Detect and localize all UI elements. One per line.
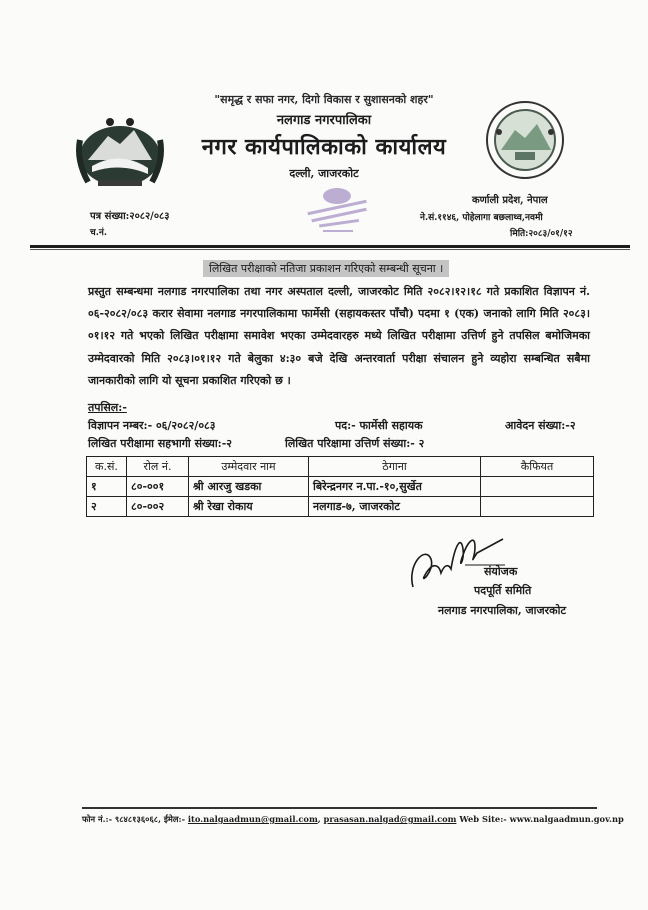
cell-remarks: [481, 497, 594, 517]
municipality-name: नलगाड नगरपालिका: [276, 113, 372, 128]
email-link-admin[interactable]: prasasan.nalgad@gmail.com: [323, 814, 457, 824]
advertisement-number: विज्ञापन नम्बर:- ०६/२०८२/०८३: [88, 419, 216, 432]
table-row: [87, 497, 594, 517]
notice-body: प्रस्तुत सम्बन्धमा नलगाड नगरपालिका तथा नगर अस्पताल दल्ली, जाजरकोट मिति २०८२।१२।१८ गते प्रकाशित विज्ञापन नं. ०६-२०८२/०८३ करार सेवामा नलगाड नगरपालिकामा फार्मेसी (सहायकस्तर पाँचौ) पदमा १ (एक) जनाको लागि मिति २०८३।०१।१२ गते भएको लिखित परीक्षामा समावेश भएका उम्मेदवारहरु मध्ये लिखित परीक्षामा उत्तिर्ण हुने तपसिल बमोजिमका उम्मेदवारको मिति २०८३।०१।१२ गते बेलुका ४:३० बजे देखि अन्तरवार्ता परीक्षा संचालन हुने व्यहोरा सम्बन्धित सबैमा जानकारीको लागि यो सूचना प्रकाशित गरिएको छ ।: [88, 285, 590, 387]
cell-roll: ८०-००१: [127, 477, 189, 497]
signatory-role: संयोजक: [484, 565, 518, 578]
cell-address: बिरेन्द्रनगर न.पा.-१०,सुर्खेत: [309, 477, 481, 497]
results-table: [86, 456, 594, 517]
participant-count: लिखित परीक्षामा सहभागी संख्या:-२: [88, 437, 233, 450]
header-divider: [30, 245, 630, 248]
cell-name: श्री आरजु खडका: [189, 477, 309, 497]
cell-name: श्री रेखा रोकाय: [189, 497, 309, 517]
office-title: नगर कार्यपालिकाको कार्यालय: [201, 134, 447, 160]
col-remarks: कैफियत: [481, 457, 594, 477]
header-divider-thin: [30, 249, 630, 250]
footer-website: Web Site:- www.nalgaadmun.gov.np: [456, 814, 624, 824]
cell-sn: २: [87, 497, 127, 517]
notice-subject: लिखित परीक्षाको नतिजा प्रकाशन गरिएको सम्बन्धी सूचना ।: [203, 260, 449, 277]
cell-roll: ८०-००२: [127, 497, 189, 517]
footer-separator: ,: [317, 814, 324, 824]
col-roll: रोल नं.: [127, 457, 189, 477]
signatory-organization: नलगाड नगरपालिका, जाजरकोट: [438, 604, 566, 617]
details-heading: तपसिल:-: [88, 401, 127, 414]
col-name: उम्मेदवार नाम: [189, 457, 309, 477]
slogan: "समृद्ध र सफा नगर, दिगो विकास र सुशासनको शहर": [214, 93, 434, 106]
cell-remarks: [481, 477, 594, 497]
footer-divider: [82, 807, 597, 809]
letter-number: पत्र संख्या:२०८२/०८३: [90, 211, 170, 222]
province: कर्णाली प्रदेश, नेपाल: [472, 195, 548, 206]
cell-sn: १: [87, 477, 127, 497]
footer-phone: फोन नं.:- ९८४८१३६०६८, ईमेल:-: [82, 814, 188, 824]
office-location: दल्ली, जाजरकोट: [289, 167, 359, 180]
application-count: आवेदन संख्या:-२: [505, 419, 576, 432]
table-header-row: [87, 457, 594, 477]
passed-count: लिखित परिक्षामा उत्तिर्ण संख्या:- २: [285, 437, 425, 450]
signatory-committee: पदपूर्ति समिति: [474, 584, 532, 597]
office-stamp: [297, 182, 377, 238]
letter-date: मिति:२०८३/०१/१२: [510, 229, 573, 239]
nepal-sambat-date: ने.सं.११४६, पोहेलागा बछलाथ्व,नवमी: [420, 213, 543, 223]
table-row: [87, 477, 594, 497]
post-name: पद:- फार्मेसी सहायक: [335, 419, 423, 432]
dispatch-number: च.नं.: [90, 228, 107, 238]
cell-address: नलगाड-७, जाजरकोट: [309, 497, 481, 517]
col-address: ठेगाना: [309, 457, 481, 477]
col-sn: क.सं.: [87, 457, 127, 477]
email-link-ito[interactable]: ito.nalgaadmun@gmail.com: [187, 814, 318, 824]
footer-contact: [82, 814, 624, 825]
